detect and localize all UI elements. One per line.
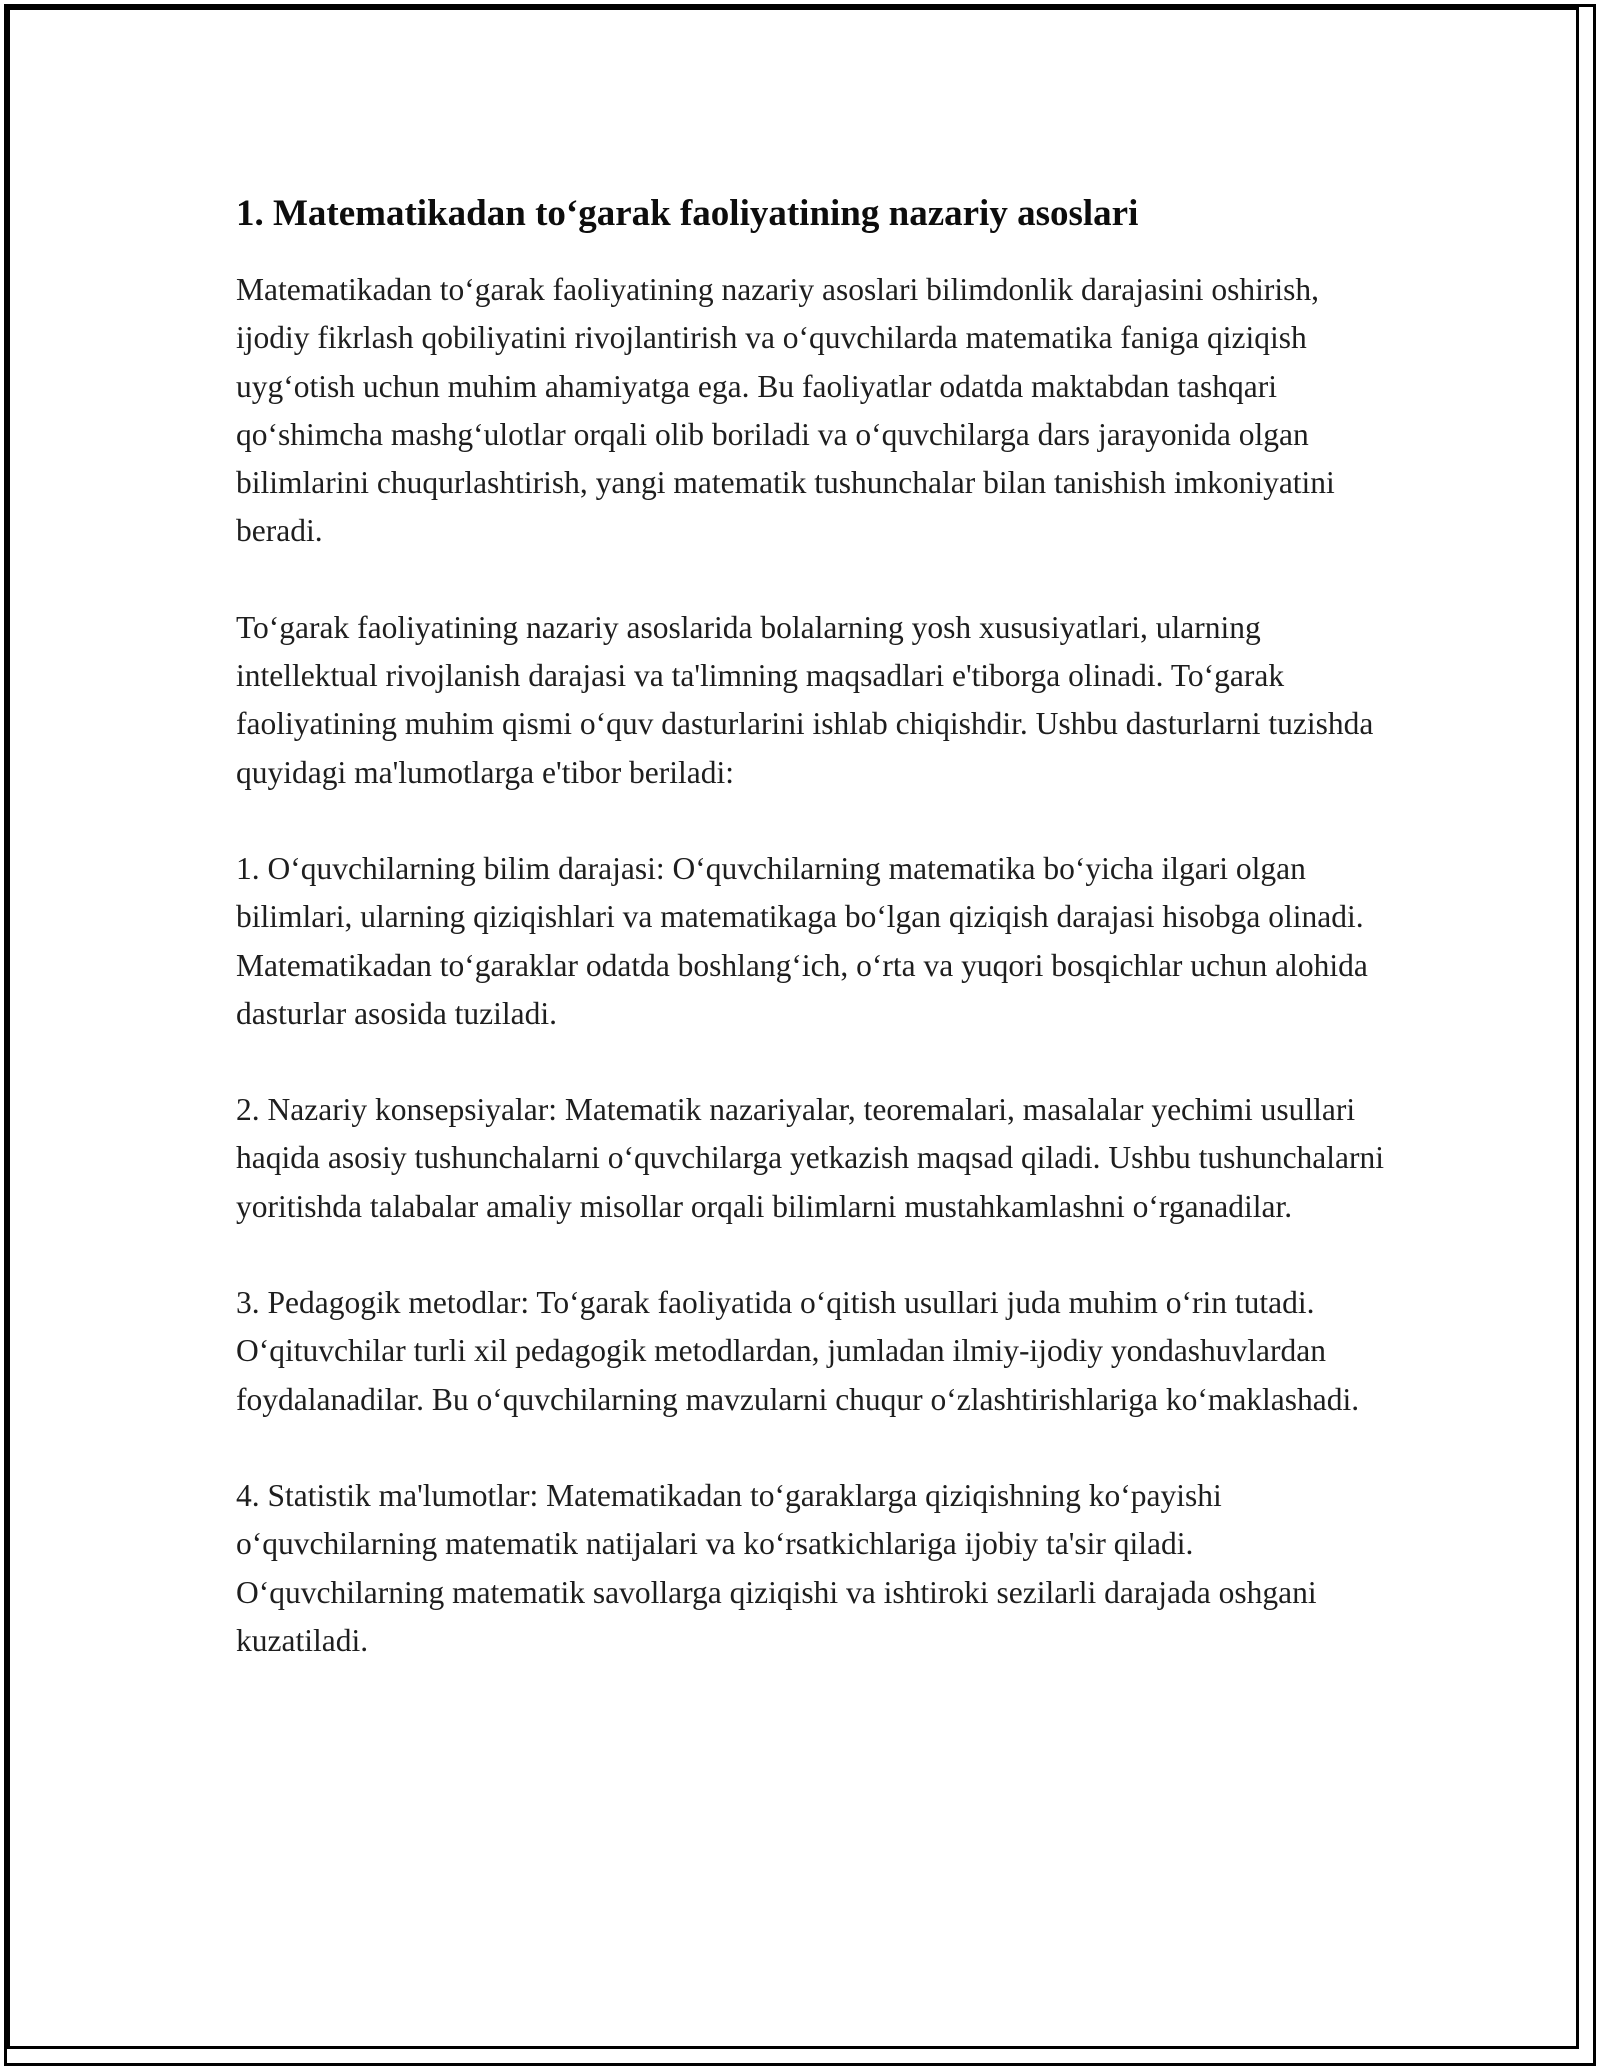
section-heading: 1. Matematikadan to‘garak faoliyatining nazariy asoslari	[236, 193, 1139, 234]
context-paragraph: To‘garak faoliyatining nazariy asoslarida bolalarning yosh xususiyatlari, ularning intellektual rivojlanish darajasi va ta'limning maqsadlari e'tiborga olinadi. To‘garak faoliyatining muhim qismi o‘quv dasturlarini ishlab chiqishdir. Ushbu dasturlarni tuzishda quyidagi ma'lumotlarga e'tibor beriladi:	[236, 609, 1374, 790]
list-item-pedagogical-methods: 3. Pedagogik metodlar: To‘garak faoliyatida o‘qitish usullari juda muhim o‘rin tutadi. O‘qituvchilar turli xil pedagogik metodlardan, jumladan ilmiy-ijodiy yondashuvlardan foydalanadilar. Bu o‘quvchilarning mavzularni chuqur o‘zlashtirishlariga ko‘maklashadi.	[236, 1285, 1360, 1417]
list-item-theoretical-concepts: 2. Nazariy konsepsiyalar: Matematik nazariyalar, teoremalari, masalalar yechimi usullari haqida asosiy tushunchalarni o‘quvchilarga yetkazish maqsad qiladi. Ushbu tushunchalarni yoritishda talabalar amaliy misollar orqali bilimlarni mustahkamlashni o‘rganadilar.	[236, 1092, 1385, 1224]
document-body	[236, 188, 1386, 1713]
intro-paragraph: Matematikadan to‘garak faoliyatining nazariy asoslari bilimdonlik darajasini oshirish, ijodiy fikrlash qobiliyatini rivojlantirish va o‘quvchilarda matematika faniga qiziqish uyg‘otish uchun muhim ahamiyatga ega. Bu faoliyatlar odatda maktabdan tashqari qo‘shimcha mashg‘ulotlar orqali olib boriladi va o‘quvchilarga dars jarayonida olgan bilimlarini chuqurlashtirish, yangi matematik tushunchalar bilan tanishish imkoniyatini beradi.	[236, 272, 1335, 549]
list-item-statistical-data: 4. Statistik ma'lumotlar: Matematikadan to‘garaklarga qiziqishning ko‘payishi o‘quvchilarning matematik natijalari va ko‘rsatkichlariga ijobiy ta'sir qiladi. O‘quvchilarning matematik savollarga qiziqishi va ishtiroki sezilarli darajada oshgani kuzatiladi.	[236, 1477, 1317, 1658]
list-item-knowledge-level: 1. O‘quvchilarning bilim darajasi: O‘quvchilarning matematika bo‘yicha ilgari olgan bilimlari, ularning qiziqishlari va matematikaga bo‘lgan qiziqish darajasi hisobga olinadi. Matematikadan to‘garaklar odatda boshlang‘ich, o‘rta va yuqori bosqichlar uchun alohida dasturlar asosida tuziladi.	[236, 850, 1368, 1031]
